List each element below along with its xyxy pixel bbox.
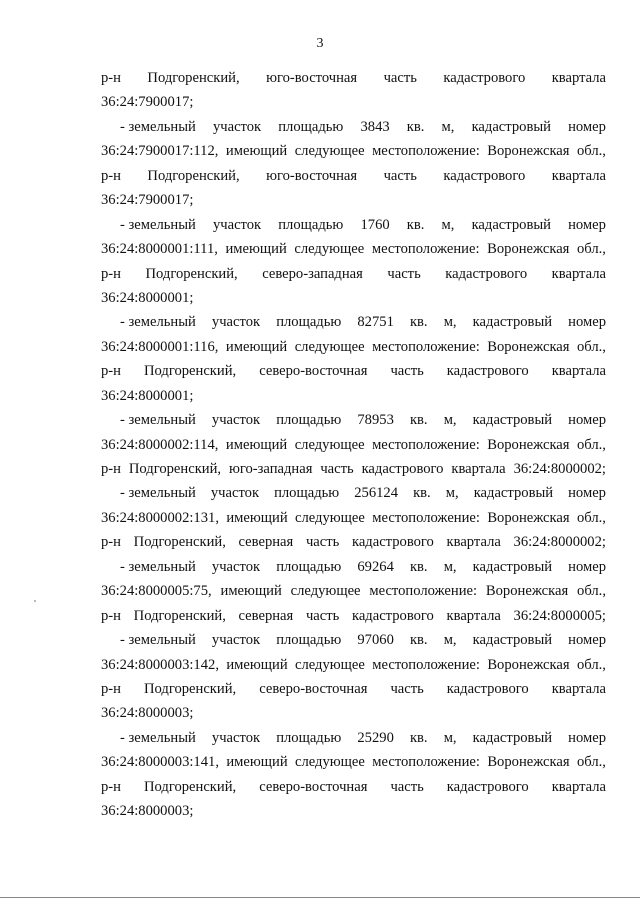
word: обл., <box>577 143 606 160</box>
word: следующее <box>294 338 365 355</box>
text-line <box>101 408 606 432</box>
word: следующее <box>295 754 365 771</box>
scan-speck <box>34 600 36 602</box>
word: 36:24:8000005; <box>513 607 606 624</box>
text-line <box>101 359 606 383</box>
word: участок <box>212 216 262 233</box>
word: юго-западная <box>228 461 313 477</box>
word: м, <box>441 216 455 233</box>
line-words <box>101 604 606 628</box>
line-words <box>120 628 606 652</box>
word: Воронежская <box>487 436 570 453</box>
line-words <box>101 506 606 530</box>
word: участок <box>212 118 262 135</box>
word: квартала <box>551 167 606 184</box>
line-words <box>101 66 606 90</box>
word: имеющий <box>225 143 288 160</box>
word: обл., <box>577 583 606 600</box>
word: кадастровый <box>471 118 551 135</box>
word: - земельный <box>120 216 196 233</box>
word: - земельный <box>120 118 196 135</box>
word: Подгоренский, <box>143 778 237 795</box>
word: номер <box>568 558 606 575</box>
line-words <box>101 677 606 701</box>
line-words <box>101 384 606 408</box>
text-line <box>101 310 606 334</box>
line-words <box>101 335 606 359</box>
line-words <box>120 213 606 237</box>
word: площадью <box>278 118 344 135</box>
text-line <box>101 701 606 725</box>
line-words <box>101 237 606 261</box>
text-line <box>101 335 606 359</box>
word: обл., <box>577 338 606 355</box>
word: участок <box>211 729 261 746</box>
word: 78953 <box>357 412 394 429</box>
line-words <box>101 701 606 725</box>
text-line <box>101 384 606 408</box>
word: кадастрового <box>361 461 444 477</box>
text-line <box>101 164 606 188</box>
word: р-н <box>101 607 121 624</box>
word: кадастрового <box>443 70 526 86</box>
text-line <box>101 286 606 310</box>
word: Подгоренский, <box>147 70 240 86</box>
word: следующее <box>294 241 365 258</box>
word: северо-восточная <box>259 778 368 795</box>
word: Подгоренский, <box>133 607 226 624</box>
text-line <box>101 481 606 505</box>
word: имеющий <box>226 754 288 771</box>
word: р-н <box>101 167 121 184</box>
line-words <box>101 262 606 286</box>
word: кадастрового <box>351 534 434 551</box>
word: 69264 <box>357 558 394 575</box>
word: 36:24:8000001:111, <box>101 241 218 258</box>
text-line <box>101 653 606 677</box>
word: номер <box>568 118 606 135</box>
word: квартала <box>551 680 606 697</box>
word: 36:24:8000003; <box>101 705 194 722</box>
text-line <box>101 457 606 481</box>
word: площадью <box>276 314 342 331</box>
word: 82751 <box>357 314 394 331</box>
word: участок <box>211 632 261 649</box>
line-words <box>101 579 606 603</box>
word: часть <box>383 70 417 86</box>
text-line <box>101 262 606 286</box>
line-words <box>101 188 606 212</box>
text-line <box>101 433 606 457</box>
text-line <box>101 579 606 603</box>
text-line <box>101 799 606 823</box>
word: кв. <box>409 314 428 331</box>
word: кадастровый <box>472 632 553 649</box>
word: кв. <box>409 729 428 746</box>
word: имеющий <box>225 338 288 355</box>
line-words <box>101 359 606 383</box>
word: площадью <box>276 729 342 746</box>
word: Воронежская <box>487 338 570 355</box>
word: м, <box>443 314 457 331</box>
text-line <box>101 530 606 554</box>
word: Воронежская <box>487 509 570 526</box>
word: р-н <box>101 265 121 282</box>
document-body <box>101 66 606 824</box>
word: местоположение: <box>372 509 480 526</box>
word: квартала <box>551 363 606 380</box>
line-words <box>101 750 606 774</box>
word: имеющий <box>220 583 282 600</box>
word: имеющий <box>226 509 288 526</box>
word: квартала <box>446 534 501 551</box>
word: местоположение: <box>371 241 480 258</box>
word: 36:24:7900017:112, <box>101 143 219 160</box>
word: северо-восточная <box>259 680 368 697</box>
word: кадастровый <box>472 729 553 746</box>
word: м, <box>445 485 459 502</box>
word: квартала <box>551 70 606 86</box>
text-line <box>101 188 606 212</box>
word: м, <box>443 412 457 429</box>
word: Подгоренский, <box>143 363 237 380</box>
word: номер <box>568 632 606 649</box>
text-line <box>101 775 606 799</box>
line-words <box>101 775 606 799</box>
line-words <box>101 530 606 554</box>
word: 36:24:8000002; <box>513 534 606 551</box>
text-line <box>101 115 606 139</box>
word: площадью <box>276 412 342 429</box>
word: Воронежская <box>485 583 569 600</box>
word: часть <box>383 167 417 184</box>
word: кадастровый <box>472 314 553 331</box>
word: 256124 <box>354 485 399 502</box>
word: Подгоренский, <box>133 534 226 551</box>
text-line <box>101 506 606 530</box>
line-words <box>101 90 606 114</box>
word: следующее <box>294 436 365 453</box>
word: Воронежская <box>487 143 570 160</box>
word: 36:24:8000001:116, <box>101 338 219 355</box>
word: 1760 <box>360 216 390 233</box>
word: местоположение: <box>372 143 480 160</box>
word: часть <box>390 680 424 697</box>
word: номер <box>568 729 606 746</box>
word: местоположение: <box>372 656 480 673</box>
word: северо-западная <box>262 265 363 282</box>
line-words <box>120 408 606 432</box>
word: квартала <box>551 265 606 282</box>
word: - земельный <box>120 558 196 575</box>
bottom-edge-line <box>0 897 640 898</box>
line-words <box>101 139 606 163</box>
word: кв. <box>409 632 428 649</box>
word: следующее <box>295 656 365 673</box>
word: кадастрового <box>446 363 529 380</box>
word: - земельный <box>120 632 196 649</box>
word: 36:24:8000001; <box>101 387 194 404</box>
text-line <box>101 90 606 114</box>
word: юго-восточная <box>266 167 358 184</box>
text-line <box>101 237 606 261</box>
text-line <box>101 628 606 652</box>
word: обл., <box>576 754 606 771</box>
word: площадью <box>276 632 342 649</box>
word: 36:24:8000001; <box>101 289 194 306</box>
word: имеющий <box>225 436 288 453</box>
word: участок <box>211 314 261 331</box>
word: местоположение: <box>369 583 478 600</box>
word: 36:24:7900017; <box>101 94 194 111</box>
word: площадью <box>274 485 340 502</box>
word: местоположение: <box>372 338 480 355</box>
word: кадастрового <box>443 167 526 184</box>
word: Подгоренский, <box>145 265 238 282</box>
text-line <box>101 604 606 628</box>
text-line <box>101 213 606 237</box>
word: 36:24:8000002:131, <box>101 509 219 526</box>
word: 36:24:8000002:114, <box>101 436 219 453</box>
word: местоположение: <box>372 754 480 771</box>
line-words <box>120 481 606 505</box>
text-line <box>101 139 606 163</box>
line-words <box>101 286 606 310</box>
word: квартала <box>551 778 606 795</box>
word: кадастрового <box>351 607 434 624</box>
word: Подгоренский, <box>128 461 222 477</box>
text-line <box>101 66 606 90</box>
word: м, <box>443 632 457 649</box>
word: северо-восточная <box>259 363 368 380</box>
word: кв. <box>413 485 431 502</box>
page-number: 3 <box>316 36 324 51</box>
word: 36:24:8000005:75, <box>101 583 212 600</box>
word: юго-восточная <box>266 70 358 86</box>
line-words <box>101 799 606 823</box>
word: часть <box>305 607 340 624</box>
word: Воронежская <box>487 241 570 258</box>
word: участок <box>211 558 261 575</box>
word: 36:24:8000003; <box>101 803 194 820</box>
word: имеющий <box>226 656 288 673</box>
word: следующее <box>290 583 361 600</box>
word: - земельный <box>120 314 196 331</box>
word: кадастровый <box>472 412 553 429</box>
word: площадью <box>276 558 342 575</box>
word: номер <box>568 216 606 233</box>
word: - земельный <box>120 729 196 746</box>
word: р-н <box>101 461 121 477</box>
word: имеющий <box>225 241 287 258</box>
word: номер <box>568 314 606 331</box>
line-words <box>120 115 606 139</box>
word: участок <box>211 412 261 429</box>
word: часть <box>320 461 354 477</box>
word: площадью <box>278 216 344 233</box>
word: 3843 <box>360 118 390 135</box>
word: 25290 <box>357 729 394 746</box>
word: следующее <box>295 509 365 526</box>
word: кв. <box>409 558 428 575</box>
text-line <box>101 726 606 750</box>
word: 36:24:8000003:142, <box>101 656 219 673</box>
text-line <box>101 555 606 579</box>
line-words <box>101 457 606 481</box>
word: кадастрового <box>446 680 529 697</box>
line-words <box>120 310 606 334</box>
text-line <box>101 750 606 774</box>
word: кадастровый <box>471 216 551 233</box>
word: р-н <box>101 363 121 380</box>
word: кадастровый <box>472 558 553 575</box>
word: кв. <box>406 118 425 135</box>
word: кв. <box>409 412 428 429</box>
word: 36:24:7900017; <box>101 192 194 209</box>
word: Подгоренский, <box>147 167 240 184</box>
word: квартала <box>451 461 506 477</box>
word: северная <box>238 607 294 624</box>
word: Подгоренский, <box>143 680 237 697</box>
word: часть <box>390 778 424 795</box>
word: р-н <box>101 778 121 795</box>
word: часть <box>387 265 421 282</box>
word: - земельный <box>120 485 196 502</box>
word: номер <box>568 485 606 502</box>
text-line <box>101 677 606 701</box>
word: участок <box>210 485 260 502</box>
word: Воронежская <box>487 656 570 673</box>
word: часть <box>305 534 340 551</box>
word: обл., <box>576 656 606 673</box>
word: обл., <box>577 241 606 258</box>
word: обл., <box>577 436 606 453</box>
word: 36:24:8000002; <box>513 461 606 477</box>
word: часть <box>390 363 424 380</box>
word: квартала <box>446 607 501 624</box>
word: следующее <box>294 143 365 160</box>
word: м, <box>443 558 457 575</box>
word: номер <box>568 412 606 429</box>
word: - земельный <box>120 412 196 429</box>
word: северная <box>238 534 294 551</box>
word: местоположение: <box>372 436 480 453</box>
word: кадастрового <box>446 778 529 795</box>
word: кадастровый <box>473 485 554 502</box>
word: р-н <box>101 70 121 86</box>
line-words <box>101 164 606 188</box>
line-words <box>101 433 606 457</box>
line-words <box>101 653 606 677</box>
word: обл., <box>576 509 606 526</box>
line-words <box>120 726 606 750</box>
word: р-н <box>101 534 121 551</box>
word: м, <box>443 729 457 746</box>
word: Воронежская <box>487 754 570 771</box>
word: кв. <box>406 216 425 233</box>
word: 97060 <box>357 632 394 649</box>
word: 36:24:8000003:141, <box>101 754 219 771</box>
word: м, <box>441 118 455 135</box>
line-words <box>120 555 606 579</box>
word: кадастрового <box>445 265 528 282</box>
word: р-н <box>101 680 121 697</box>
